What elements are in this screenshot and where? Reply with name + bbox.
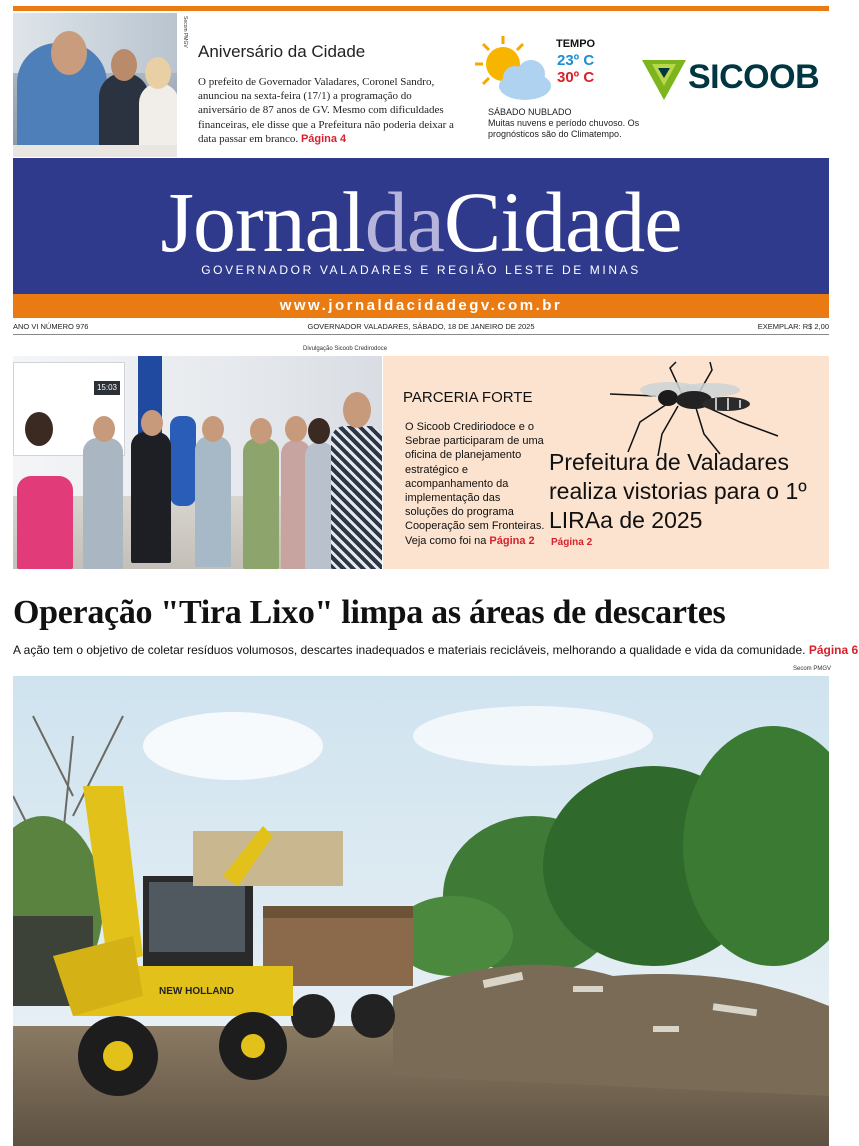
price: EXEMPLAR: R$ 2,00 xyxy=(757,322,829,331)
dateline: GOVERNADOR VALADARES, SÁBADO, 18 DE JANEIRO DE 2025 xyxy=(307,322,535,331)
partnership-text: O Sicoob Crediriodoce e o Sebrae participaram de uma oficina de planejamento estratégico e acompanhamento da implementação das soluções do programa Cooperação sem Fronteiras. Veja como foi na Página 2 xyxy=(405,421,545,547)
top-story-title[interactable]: Aniversário da Cidade xyxy=(198,42,366,61)
masthead-subtitle: GOVERNADOR VALADARES E REGIÃO LESTE DE MINAS xyxy=(201,263,641,277)
partnership-photo-credit: Divulgação Sicoob Credirodoce xyxy=(303,346,388,352)
dengue-headline[interactable]: Prefeitura de Valadares realiza vistorias para o 1º LIRAa de 2025 xyxy=(549,449,807,533)
top-story-text: O prefeito de Governador Valadares, Coronel Sandro, anunciou na sexta-feira (17/1) a programação do aniversário de 87 anos de GV. Mesmo com dificuldades financeiras, ele disse que a Prefeitura não poderia deixar a data passar em branco. Página 4 xyxy=(198,76,454,145)
top-accent-rule xyxy=(13,6,829,11)
top-story-page-link[interactable]: Página 4 xyxy=(300,132,347,145)
main-photo[interactable] xyxy=(13,676,829,1146)
edition-number: ANO VI NÚMERO 976 xyxy=(13,322,89,331)
temperature-max: 30º C xyxy=(557,69,595,86)
weather-condition: SÁBADO NUBLADO xyxy=(488,107,572,117)
weather-label: TEMPO xyxy=(556,38,596,50)
top-photo-credit: Secom PMGV xyxy=(182,16,188,48)
city-anniversary-photo[interactable] xyxy=(13,13,177,157)
partnership-photo[interactable] xyxy=(13,356,382,569)
website-link[interactable]: www.jornaldacidadegv.com.br xyxy=(279,297,563,314)
main-deck: A ação tem o objetivo de coletar resíduos volumosos, descartes inadequados e materiais recicláveis, melhorando a qualidade e vida da comunidade. Página 6 xyxy=(13,643,859,657)
sicoob-logo-icon xyxy=(642,60,686,100)
mosquito-icon xyxy=(600,360,780,456)
main-photo-credit: Secom PMGV xyxy=(793,666,832,672)
newspaper-logo[interactable]: JornaldaCidade xyxy=(160,174,682,270)
dengue-page-link[interactable]: Página 2 xyxy=(551,537,593,548)
machine-brand: NEW HOLLAND xyxy=(159,986,234,997)
main-page-link[interactable]: Página 6 xyxy=(808,643,859,657)
sponsor-logo[interactable]: SICOOB xyxy=(688,58,820,96)
main-headline[interactable]: Operação "Tira Lixo" limpa as áreas de descartes xyxy=(13,594,726,631)
partnership-page-link[interactable]: Página 2 xyxy=(489,534,535,547)
divider xyxy=(13,334,829,335)
sun-cloud-icon xyxy=(473,34,555,106)
temperature-min: 23º C xyxy=(557,52,595,69)
weather-description: Muitas nuvens e período chuvoso. Os prognósticos são do Climatempo. xyxy=(488,118,640,139)
partnership-title[interactable]: PARCERIA FORTE xyxy=(403,389,533,406)
clock-display: 15:03 xyxy=(94,381,120,395)
